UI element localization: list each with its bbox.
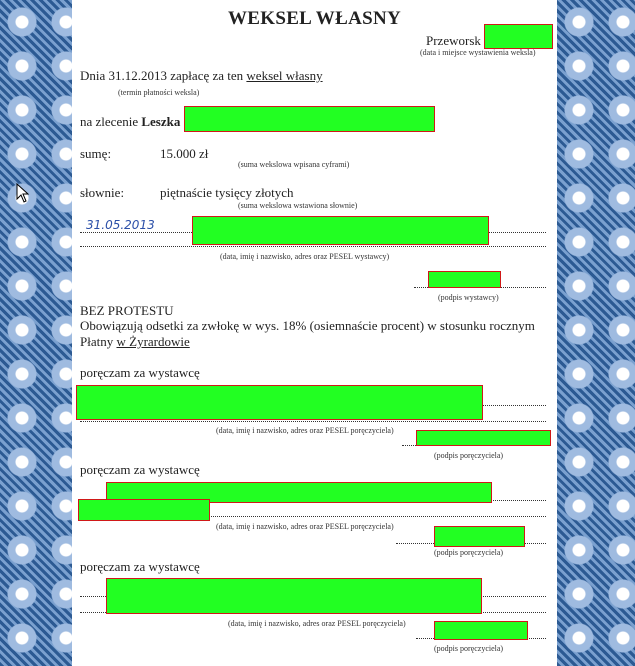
guarantor-3-caption: (data, imię i nazwisko, adres oraz PESEL poręczyciela) <box>228 619 406 628</box>
guarantor-1-line-2 <box>80 421 546 422</box>
guarantor-2-label: poręczam za wystawcę <box>80 462 200 477</box>
issuer-caption: (data, imię i nazwisko, adres oraz PESEL wystawcy) <box>220 252 390 261</box>
redacted-issue-date <box>484 24 553 49</box>
bez-protestu: BEZ PROTESTU <box>80 303 174 318</box>
guarantor-2-caption: (data, imię i nazwisko, adres oraz PESEL poręczyciela) <box>216 522 394 531</box>
redacted-guarantor-1-details <box>76 385 483 420</box>
sum-value: 15.000 zł <box>160 146 209 161</box>
payment-line-prefix: Dnia 31.12.2013 zapłacę za ten <box>80 68 244 83</box>
guarantor-2-sign-caption: (podpis poręczyciela) <box>434 548 504 557</box>
interest-clause: Obowiązują odsetki za zwłokę w wys. 18% (osiemnaście procent) w stosunku rocznym <box>80 318 535 333</box>
redacted-guarantor-3-details <box>106 578 482 614</box>
guarantor-3-sign-caption: (podpis poręczyciela) <box>434 644 504 653</box>
payable-place: w Żyrardowie <box>116 334 190 349</box>
redacted-issuer-signature <box>428 271 501 288</box>
mouse-cursor-icon <box>16 183 30 203</box>
redacted-payee <box>184 106 435 132</box>
issuer-line-2 <box>80 246 546 247</box>
guarantor-1-label: poręczam za wystawcę <box>80 365 200 380</box>
words-label: słownie: <box>80 185 125 200</box>
document-title: WEKSEL WŁASNY <box>227 8 402 29</box>
guarantor-3-label: poręczam za wystawcę <box>80 559 200 574</box>
issuer-handwritten-date: 31.05.2013 <box>86 218 155 232</box>
payable-prefix: Płatny <box>80 334 114 349</box>
order-prefix: na zlecenie <box>80 114 139 129</box>
payable-line <box>80 334 190 350</box>
order-line <box>80 114 180 130</box>
redacted-guarantor-3-signature <box>434 621 528 640</box>
order-name: Leszka <box>141 114 181 129</box>
bill-of-exchange-document <box>72 0 557 666</box>
guarantor-1-sign-caption: (podpis poręczyciela) <box>434 451 504 460</box>
payment-caption: (termin płatności weksla) <box>118 88 200 97</box>
left-decorative-border <box>0 0 72 666</box>
redacted-issuer-details <box>192 216 489 245</box>
payment-line-link: weksel własny <box>246 68 323 83</box>
sum-label: sumę: <box>80 146 112 161</box>
place-of-issue: Przeworsk <box>426 33 481 48</box>
redacted-guarantor-1-signature <box>416 430 551 446</box>
right-decorative-border <box>557 0 635 666</box>
guarantor-1-caption: (data, imię i nazwisko, adres oraz PESEL poręczyciela) <box>216 426 394 435</box>
place-caption: (data i miejsce wystawienia weksla) <box>420 48 536 57</box>
payment-line <box>80 68 323 84</box>
issuer-sign-caption: (podpis wystawcy) <box>438 293 499 302</box>
words-value: piętnaście tysięcy złotych <box>160 185 294 200</box>
redacted-guarantor-2-signature <box>434 526 525 547</box>
words-caption: (suma wekslowa wstawiona słownie) <box>238 201 358 210</box>
sum-caption: (suma wekslowa wpisana cyframi) <box>238 160 350 169</box>
redacted-guarantor-2-details-extra <box>78 499 210 521</box>
